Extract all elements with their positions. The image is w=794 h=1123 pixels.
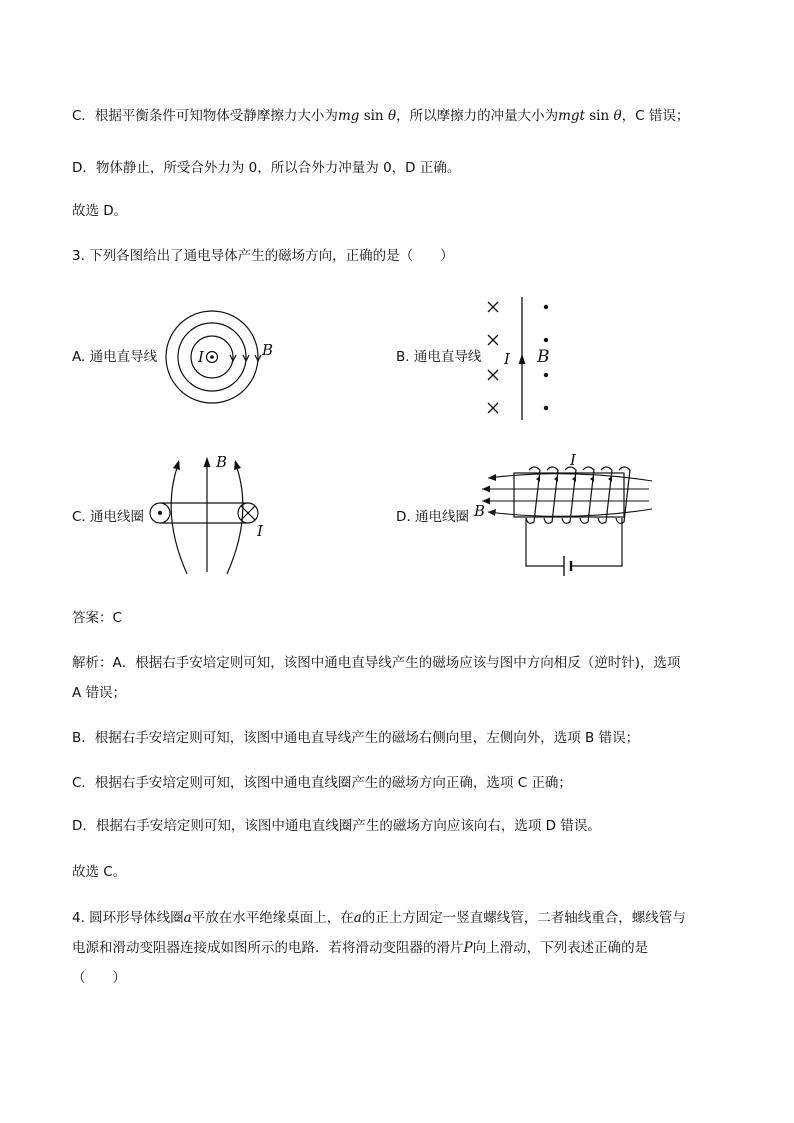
- question3-choose: 故选 C。: [72, 864, 127, 880]
- solution-c-line: C．根据平衡条件可知物体受静摩擦力大小为mg sin θ，所以摩擦力的冲量大小为mgt sin θ，C 错误；: [72, 108, 690, 124]
- question4-stem-line1: 4. 圆环形导体线圈a平放在水平绝缘桌面上，在a的正上方固定一竖直螺线管，二者轴线重合，螺线管与: [72, 910, 686, 926]
- figure-c-coil-cross-section: [150, 450, 270, 580]
- question3-answer: 答案：C: [72, 610, 122, 626]
- analysis-a-line2: A 错误；: [72, 685, 127, 701]
- figure-c-current-label: I: [257, 522, 263, 540]
- question4-stem-line3: （ ）: [72, 970, 126, 986]
- analysis-d-line: D．根据右手安培定则可知，该图中通电直线圈产生的磁场方向应该向右，选项 D 错误。: [72, 818, 601, 834]
- figure-a-current-label: I: [198, 348, 204, 366]
- figure-a-concentric-field: [155, 297, 275, 417]
- analysis-b-line: B．根据右手安培定则可知，该图中通电直导线产生的磁场右侧向里，左侧向外，选项 B 错误；: [72, 730, 640, 746]
- figure-b-field-label: B: [537, 347, 550, 367]
- figure-b-current-label: I: [504, 350, 510, 368]
- figure-a-field-label: B: [262, 341, 274, 359]
- question4-stem-line2: 电源和滑动变阻器连接成如图所示的电路．若将滑动变阻器的滑片P向上滑动，下列表述正确的是: [72, 940, 649, 956]
- analysis-c-line: C．根据右手安培定则可知，该图中通电直线圈产生的磁场方向正确，选项 C 正确；: [72, 775, 572, 791]
- option-a-label: A. 通电直导线: [72, 349, 158, 365]
- solution-d-line: D．物体静止，所受合外力为 0，所以合外力冲量为 0，D 正确。: [72, 160, 461, 176]
- analysis-a-line1: 解析：A．根据右手安培定则可知，该图中通电直导线产生的磁场应该与图中方向相反（逆时针)，选项: [72, 655, 681, 671]
- figure-d-field-label: B: [474, 502, 486, 520]
- option-d-label: D. 通电线圈: [396, 509, 469, 525]
- question3-stem: 3. 下列各图给出了通电导体产生的磁场方向，正确的是（ ）: [72, 248, 454, 264]
- figure-d-current-label: I: [570, 451, 576, 469]
- option-c-label: C. 通电线圈: [72, 509, 145, 525]
- option-b-label: B. 通电直导线: [396, 349, 482, 365]
- figure-d-solenoid-circuit: [474, 448, 654, 578]
- figure-c-field-label: B: [216, 453, 228, 471]
- solution-choose-d: 故选 D。: [72, 203, 128, 219]
- figure-b-straight-wire: [484, 294, 564, 424]
